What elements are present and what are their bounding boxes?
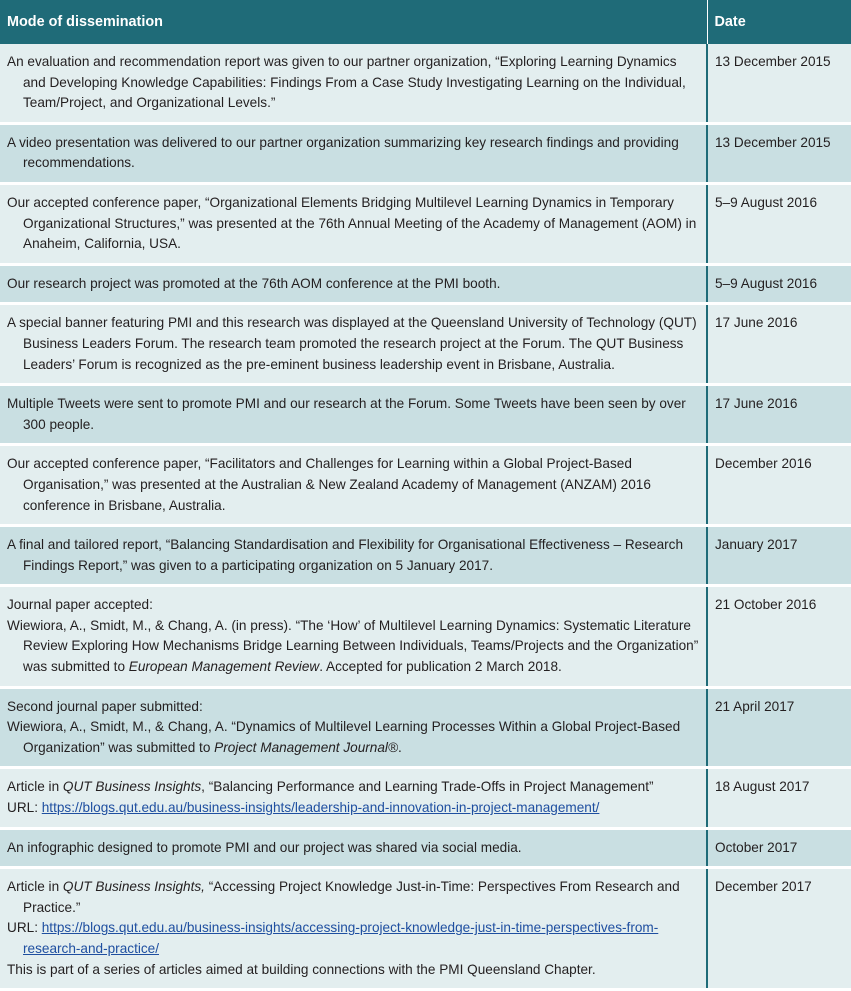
row-date: December 2016 bbox=[707, 445, 851, 526]
table-row bbox=[0, 304, 851, 385]
table-row bbox=[0, 828, 851, 868]
header-date: Date bbox=[707, 0, 851, 44]
table-row bbox=[0, 526, 851, 586]
row-date: 13 December 2015 bbox=[707, 44, 851, 123]
table-row bbox=[0, 123, 851, 183]
table-row bbox=[0, 868, 851, 990]
row-date: 5–9 August 2016 bbox=[707, 264, 851, 304]
row-date: 21 April 2017 bbox=[707, 687, 851, 768]
table-row bbox=[0, 264, 851, 304]
row-text: A final and tailored report, “Balancing Standardisation and Flexibility for Organisational Effectiveness – Research Findings Report,” was given to a participating organization on 5 January 2017. bbox=[7, 537, 684, 573]
row-text: An infographic designed to promote PMI and our project was shared via social media. bbox=[7, 839, 522, 855]
row-date: October 2017 bbox=[707, 828, 851, 868]
row-url: URL: https://blogs.qut.edu.au/business-insights/accessing-project-knowledge-just-in-time-perspectives-from-research-and-practice/ bbox=[7, 920, 659, 956]
row-text: Our accepted conference paper, “Facilitators and Challenges for Learning within a Global Project-Based Organisation,” was presented at the Australian & New Zealand Academy of Management (ANZAM) 2016 conference in Brisbane, Australia. bbox=[7, 456, 651, 513]
row-article-title: Article in QUT Business Insights, “Balancing Performance and Learning Trade-Offs in Project Management” bbox=[7, 779, 654, 795]
row-text: Our research project was promoted at the 76th AOM conference at the PMI booth. bbox=[7, 275, 501, 291]
row-heading: Second journal paper submitted: bbox=[7, 698, 203, 714]
table-row bbox=[0, 183, 851, 264]
row-url: URL: https://blogs.qut.edu.au/business-insights/leadership-and-innovation-in-project-management/ bbox=[7, 800, 600, 816]
row-note: This is part of a series of articles aimed at building connections with the PMI Queensland Chapter. bbox=[7, 961, 596, 977]
table-header-row bbox=[0, 0, 851, 44]
row-date: 17 June 2016 bbox=[707, 304, 851, 385]
row-date: 17 June 2016 bbox=[707, 385, 851, 445]
row-date: 18 August 2017 bbox=[707, 768, 851, 828]
row-text: Our accepted conference paper, “Organizational Elements Bridging Multilevel Learning Dynamics in Temporary Organizational Structures,” was presented at the 76th Annual Meeting of the Academy of Management (AOM) in Anaheim, California, USA. bbox=[7, 194, 697, 252]
row-text: An evaluation and recommendation report was given to our partner organization, “Exploring Learning Dynamics and Developing Knowledge Capabilities: Findings From a Case Study Investigating Learning on the Individual, Team/Project, and Organizational Levels.” bbox=[7, 54, 686, 111]
journal-name: European Management Review bbox=[128, 659, 320, 675]
table-row bbox=[0, 586, 851, 687]
table-row bbox=[0, 385, 851, 445]
row-citation: Wiewiora, A., Smidt, M., & Chang, A. “Dynamics of Multilevel Learning Processes Within a Global Project-Based Organization” was submitted to Project Management Journal®. bbox=[7, 719, 681, 755]
row-date: 5–9 August 2016 bbox=[707, 183, 851, 264]
publication-name: QUT Business Insights bbox=[62, 779, 202, 795]
article-link[interactable]: https://blogs.qut.edu.au/business-insights/accessing-project-knowledge-just-in-time-perspectives-from-research-and-practice/ bbox=[23, 920, 659, 956]
table-row bbox=[0, 768, 851, 828]
journal-name: Project Management Journal® bbox=[214, 739, 398, 755]
table-row bbox=[0, 687, 851, 768]
article-link[interactable]: https://blogs.qut.edu.au/business-insights/leadership-and-innovation-in-project-management/ bbox=[41, 800, 600, 816]
row-date: 21 October 2016 bbox=[707, 586, 851, 687]
table-row bbox=[0, 445, 851, 526]
row-date: December 2017 bbox=[707, 868, 851, 990]
row-text: Multiple Tweets were sent to promote PMI and our research at the Forum. Some Tweets have been seen by over 300 people. bbox=[7, 396, 686, 432]
header-mode: Mode of dissemination bbox=[0, 0, 707, 44]
row-heading: Journal paper accepted: bbox=[7, 597, 153, 613]
table-row bbox=[0, 44, 851, 123]
row-citation: Wiewiora, A., Smidt, M., & Chang, A. (in press). “The ‘How’ of Multilevel Learning Dynamics: Systematic Literature Review Exploring How Mechanisms Bridge Learning Between Individuals, Teams/Projects and the Organization” was submitted to European Management Review. Accepted for publication 2 March 2018. bbox=[7, 617, 699, 675]
row-text: A video presentation was delivered to our partner organization summarizing key research findings and providing recommendations. bbox=[7, 134, 679, 171]
row-date: January 2017 bbox=[707, 526, 851, 586]
row-text: A special banner featuring PMI and this research was displayed at the Queensland University of Technology (QUT) Business Leaders Forum. The research team promoted the research project at the Forum. The QUT Business Leaders’ Forum is recognized as the pre-eminent business leadership event in Brisbane, Australia. bbox=[7, 315, 697, 372]
row-article-title: Article in QUT Business Insights, “Accessing Project Knowledge Just-in-Time: Perspectives From Research and Practice.” bbox=[7, 879, 680, 915]
row-date: 13 December 2015 bbox=[707, 123, 851, 183]
publication-name: QUT Business Insights, bbox=[62, 879, 205, 895]
